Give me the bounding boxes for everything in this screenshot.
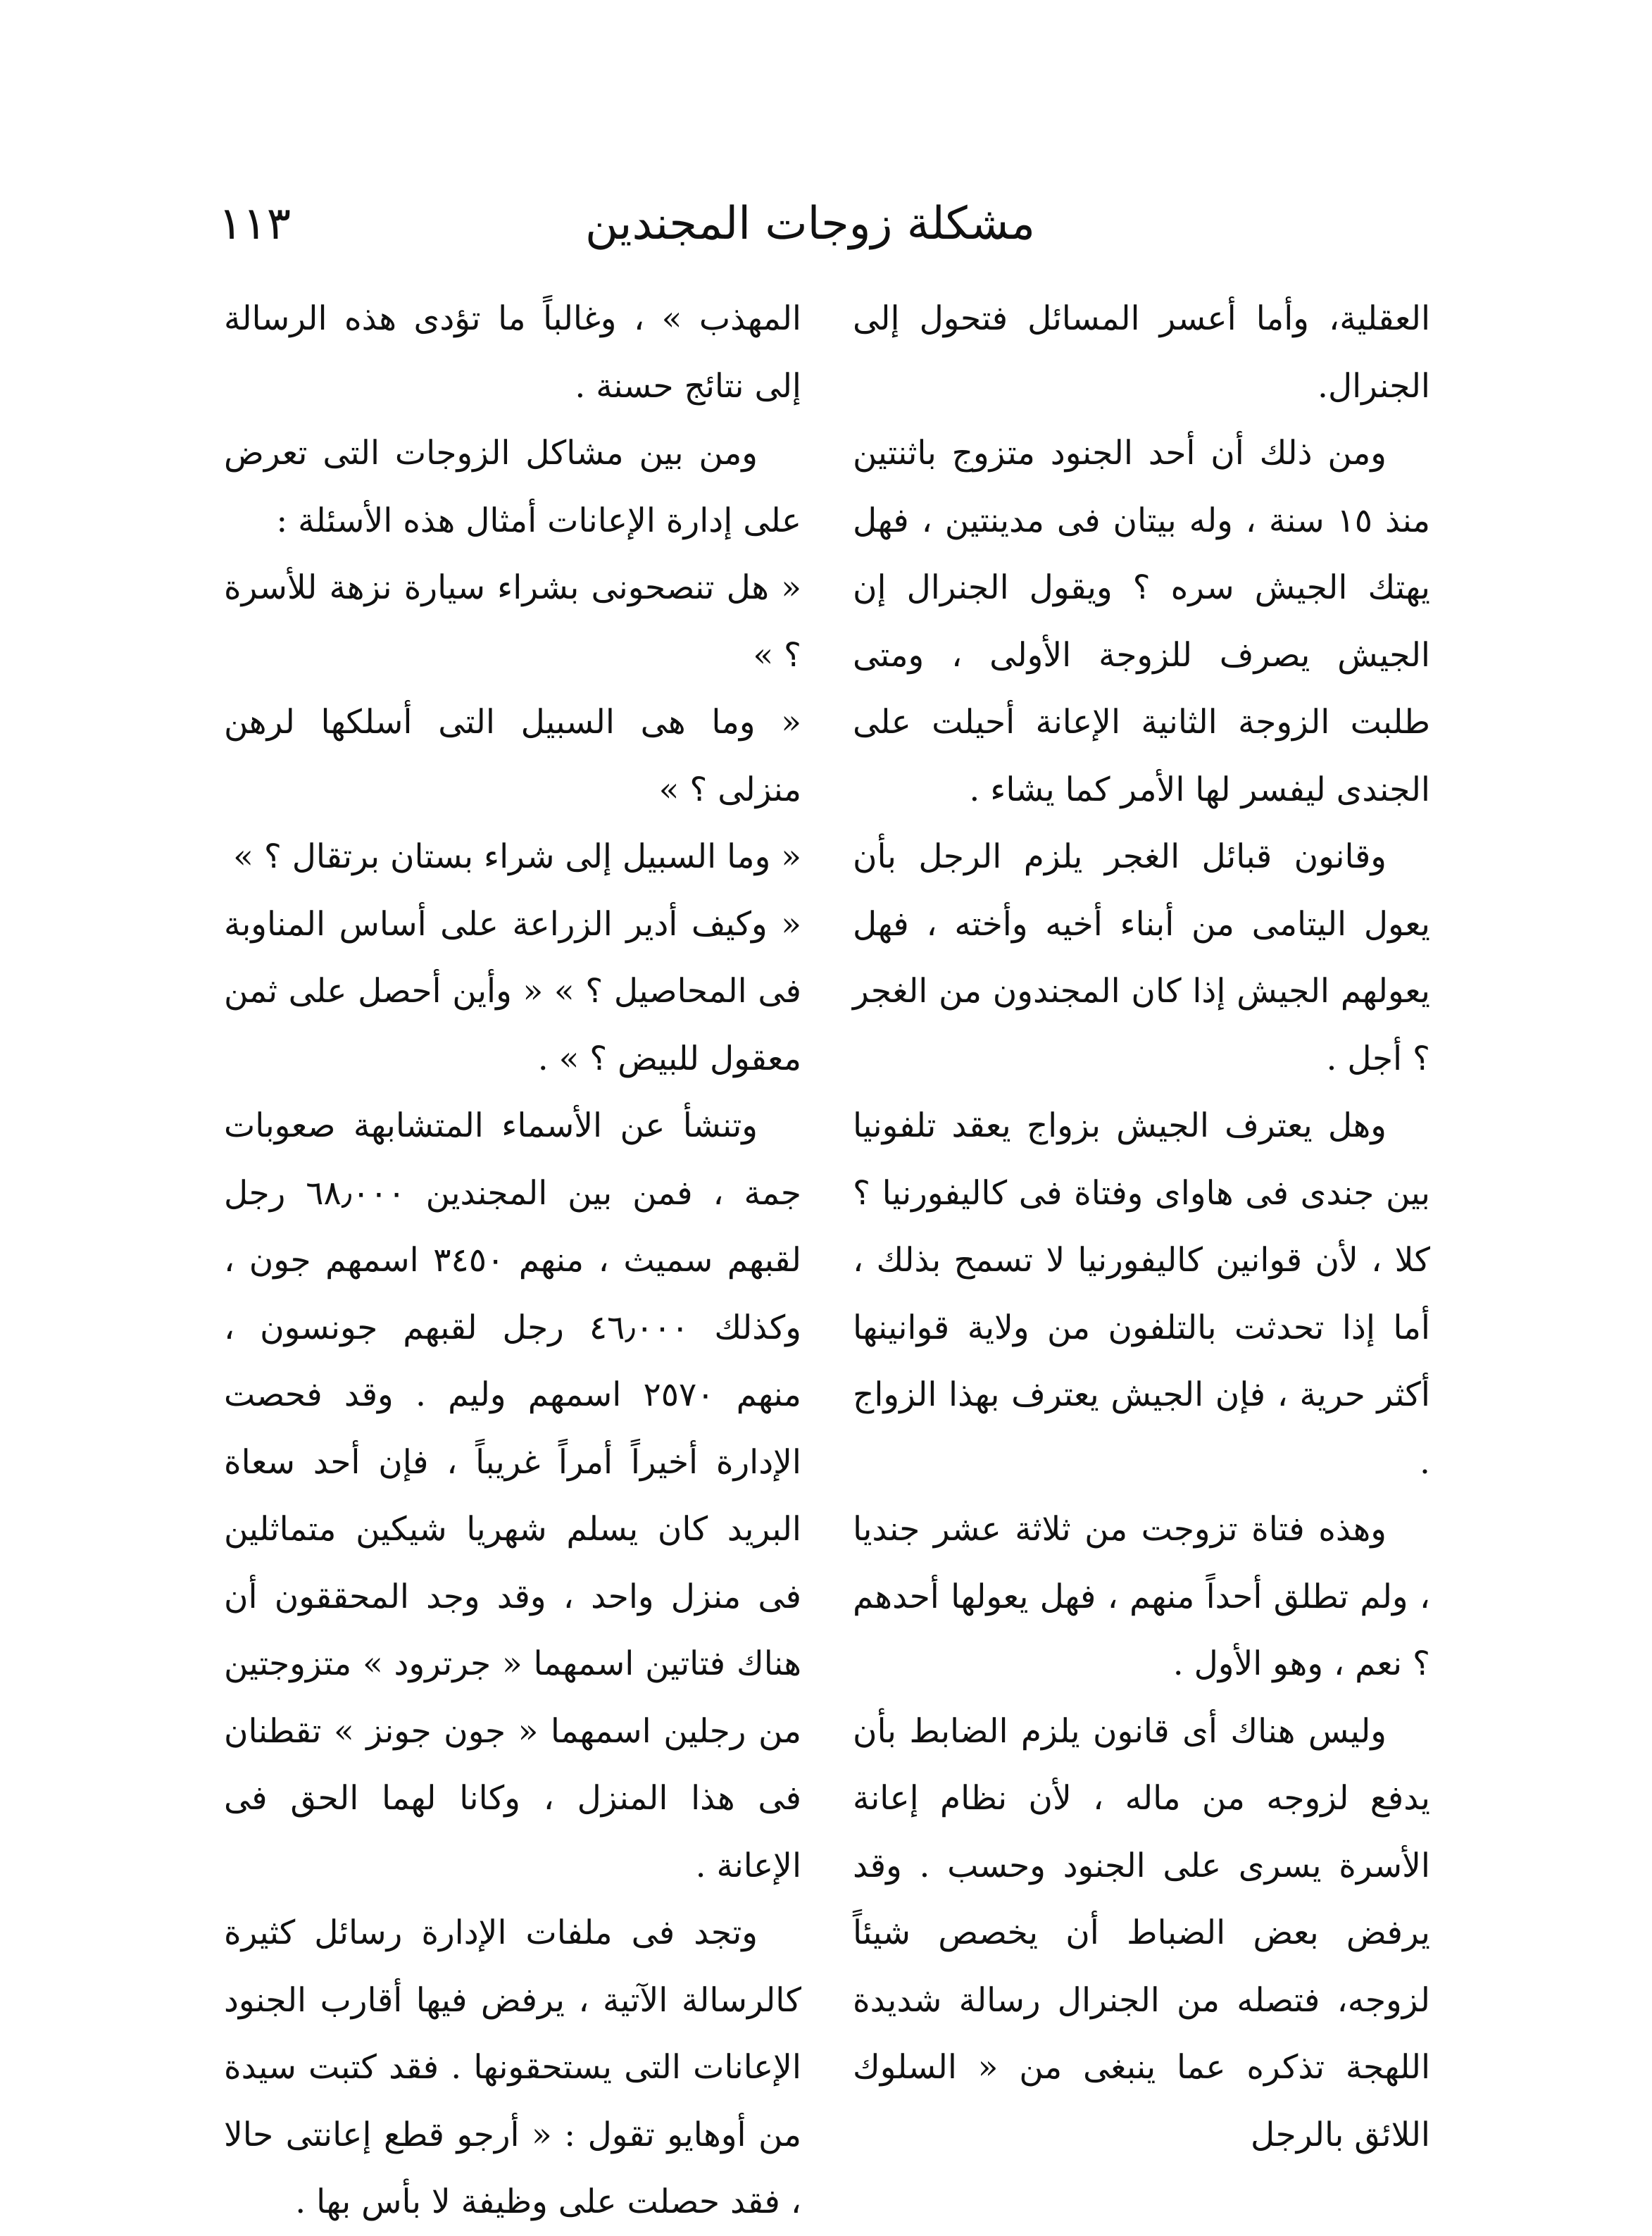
running-title: مشكلة زوجات المجندين — [584, 198, 1035, 250]
right-column — [853, 285, 1430, 2168]
quoted-question: « وما السبيل إلى شراء بستان برتقال ؟ » — [233, 837, 801, 876]
paragraph: وتنشأ عن الأسماء المتشابهة صعوبات جمة ، فمن بين المجندين ٦٨٫٠٠٠ رجل لقبهم سميث ، منهم ٣٤٥٠ اسمهم جون ، وكذلك ٤٦٫٠٠٠ رجل لقبهم جونسون ، منهم ٢٥٧٠ اسمهم وليم . وقد فحصت الإدارة أخيراً أمراً غريباً ، فإن أحد سعاة البريد كان يسلم شهريا شيكين متماثلين فى منزل واحد ، وقد وجد المحققون أن هناك فتاتين اسمهما « جرترود » متزوجتين من رجلين اسمهما « جون جونز » تقطنان فى هذا المنزل ، وكانا لهما الحق فى الإعانة . — [224, 1106, 801, 1885]
left-column — [224, 285, 801, 2236]
paragraph: وتجد فى ملفات الإدارة رسائل كثيرة كالرسالة الآتية ، يرفض فيها أقارب الجنود الإعانات التى يستحقونها . فقد كتبت سيدة من أوهايو تقول : « أرجو قطع إعانتى حالا ، فقد حصلت على وظيفة لا بأس بها . — [224, 1913, 801, 2221]
paragraph: وقانون قبائل الغجر يلزم الرجل بأن يعول اليتامى من أبناء أخيه وأخته ، فهل يعولهم الجيش إذا كان المجندون من الغجر ؟ أجل . — [853, 837, 1430, 1078]
paragraph: ومن بين مشاكل الزوجات التى تعرض على إدارة الإعانات أمثال هذه الأسئلة : — [224, 434, 801, 540]
paragraph: وهذه فتاة تزوجت من ثلاثة عشر جنديا ، ولم تطلق أحداً منهم ، فهل يعولها أحدهم ؟ نعم ، وهو الأول . — [853, 1510, 1430, 1683]
paragraph: ومن ذلك أن أحد الجنود متزوج باثنتين منذ ١٥ سنة ، وله بيتان فى مدينتين ، فهل يهتك الجيش سره ؟ ويقول الجنرال إن الجيش يصرف للزوجة الأولى ، ومتى طلبت الزوجة الثانية الإعانة أحيلت على الجندى ليفسر لها الأمر كما يشاء . — [853, 434, 1430, 809]
paragraph: المهذب » ، وغالباً ما تؤدى هذه الرسالة إلى نتائج حسنة . — [224, 299, 801, 406]
quoted-question: « وكيف أدير الزراعة على أساس المناوبة فى المحاصيل ؟ » « وأين أحصل على ثمن معقول للبيض ؟ » . — [224, 904, 801, 1078]
quoted-question: « هل تنصحونى بشراء سيارة نزهة للأسرة ؟ » — [224, 568, 801, 675]
paragraph: وهل يعترف الجيش بزواج يعقد تلفونيا بين جندى فى هاواى وفتاة فى كاليفورنيا ؟ كلا ، لأن قوانين كاليفورنيا لا تسمح بذلك ، أما إذا تحدثت بالتلفون من ولاية قوانينها أكثر حرية ، فإن الجيش يعترف بهذا الزواج . — [853, 1106, 1430, 1482]
quoted-question: « وما هى السبيل التى أسلكها لرهن منزلى ؟ » — [224, 703, 801, 809]
paragraph: وليس هناك أى قانون يلزم الضابط بأن يدفع لزوجه من ماله ، لأن نظام إعانة الأسرة يسرى على الجنود وحسب . وقد يرفض بعض الضباط أن يخصص شيئاً لزوجه، فتصله من الجنرال رسالة شديدة اللهجة تذكره عما ينبغى من « السلوك اللائق بالرجل — [853, 1711, 1430, 2154]
paragraph: العقلية، وأما أعسر المسائل فتحول إلى الجنرال. — [853, 299, 1430, 406]
page-number: ١١٣ — [218, 198, 292, 250]
page-header — [218, 189, 1429, 266]
